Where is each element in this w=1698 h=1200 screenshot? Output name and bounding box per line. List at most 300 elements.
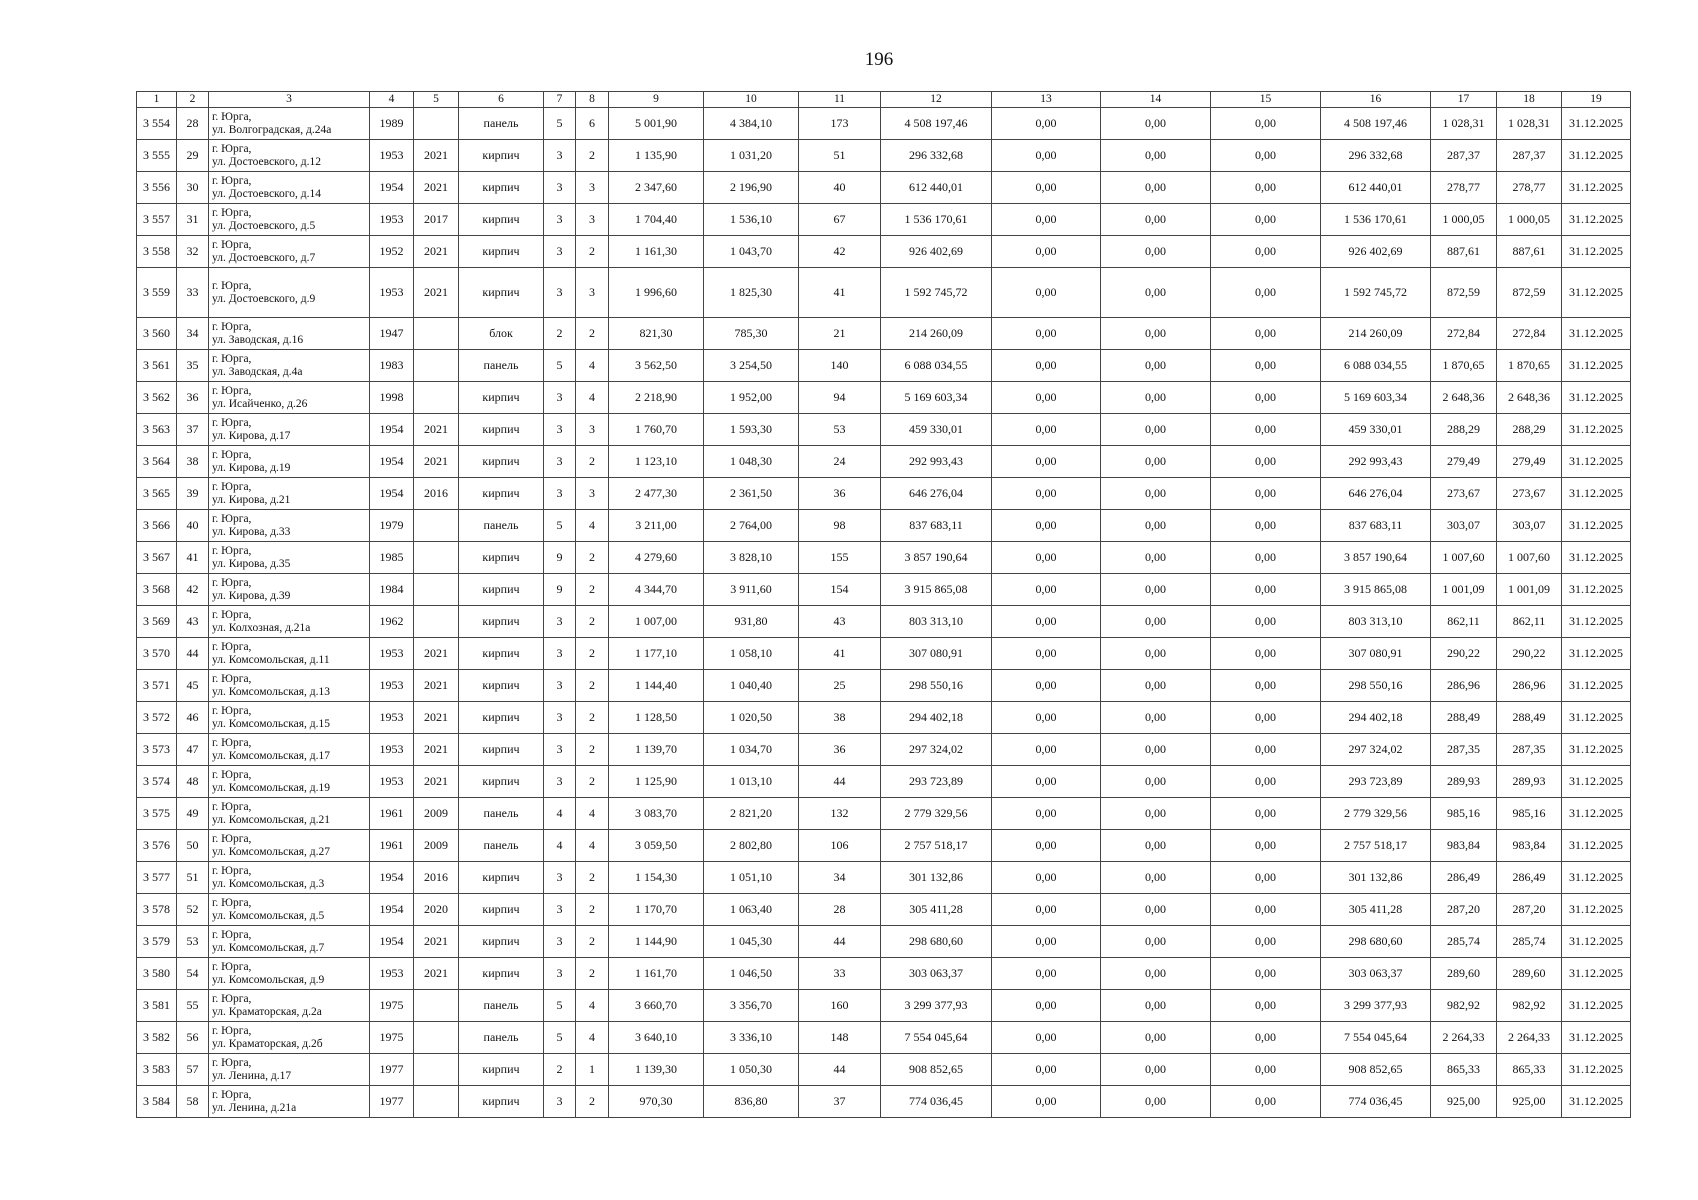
- cell-deadline-date: 31.12.2025: [1562, 606, 1631, 638]
- address-street: ул. Комсомольская, д.5: [212, 909, 325, 922]
- cell-residential-area: 2 196,90: [704, 172, 799, 204]
- cell-address: [209, 318, 370, 350]
- address-street: ул. Исайченко, д.26: [212, 397, 308, 410]
- cell-col-17: 985,16: [1431, 798, 1497, 830]
- cell-registry-number: 3 584: [137, 1086, 177, 1118]
- cell-col-16: 305 411,28: [1321, 894, 1431, 926]
- cell-entrances: 4: [576, 830, 609, 862]
- cell-total-cost: 2 779 329,56: [881, 798, 992, 830]
- address-street: ул. Кирова, д.39: [212, 589, 291, 602]
- cell-col-14: 0,00: [1101, 350, 1211, 382]
- cell-col-14: 0,00: [1101, 414, 1211, 446]
- cell-residential-area: 785,30: [704, 318, 799, 350]
- cell-repair-year: 2021: [414, 172, 459, 204]
- cell-registry-number: 3 573: [137, 734, 177, 766]
- cell-floors: 5: [544, 350, 576, 382]
- cell-wall-material: кирпич: [459, 862, 544, 894]
- cell-residents: 53: [799, 414, 881, 446]
- address-city: г. Юрга,: [212, 1088, 252, 1101]
- cell-residential-area: 1 050,30: [704, 1054, 799, 1086]
- cell-col-17: 288,29: [1431, 414, 1497, 446]
- cell-total-cost: 298 550,16: [881, 670, 992, 702]
- cell-entrances: 4: [576, 510, 609, 542]
- cell-residents: 106: [799, 830, 881, 862]
- cell-wall-material: кирпич: [459, 1086, 544, 1118]
- cell-address: [209, 990, 370, 1022]
- table-row: [137, 268, 1631, 318]
- cell-build-year: 1977: [370, 1054, 414, 1086]
- cell-col-13: 0,00: [992, 1022, 1101, 1054]
- cell-col-15: 0,00: [1211, 268, 1321, 318]
- cell-total-area: 1 760,70: [609, 414, 704, 446]
- cell-wall-material: кирпич: [459, 414, 544, 446]
- column-header-1: 1: [137, 92, 177, 108]
- cell-col-17: 1 000,05: [1431, 204, 1497, 236]
- table-row: [137, 862, 1631, 894]
- cell-repair-year: [414, 1054, 459, 1086]
- cell-residential-area: 1 063,40: [704, 894, 799, 926]
- cell-entrances: 2: [576, 862, 609, 894]
- cell-wall-material: панель: [459, 990, 544, 1022]
- cell-col-15: 0,00: [1211, 734, 1321, 766]
- cell-entrances: 1: [576, 1054, 609, 1086]
- column-header-15: 15: [1211, 92, 1321, 108]
- cell-col-14: 0,00: [1101, 862, 1211, 894]
- cell-build-year: 1961: [370, 798, 414, 830]
- cell-local-number: 35: [177, 350, 209, 382]
- cell-col-18: 278,77: [1497, 172, 1562, 204]
- cell-col-15: 0,00: [1211, 894, 1321, 926]
- cell-col-14: 0,00: [1101, 574, 1211, 606]
- cell-deadline-date: 31.12.2025: [1562, 958, 1631, 990]
- cell-address: [209, 702, 370, 734]
- cell-residential-area: 1 046,50: [704, 958, 799, 990]
- column-header-5: 5: [414, 92, 459, 108]
- cell-col-16: 307 080,91: [1321, 638, 1431, 670]
- cell-col-16: 612 440,01: [1321, 172, 1431, 204]
- cell-floors: 3: [544, 862, 576, 894]
- table-row: [137, 1054, 1631, 1086]
- cell-deadline-date: 31.12.2025: [1562, 830, 1631, 862]
- cell-wall-material: кирпич: [459, 702, 544, 734]
- column-header-2: 2: [177, 92, 209, 108]
- cell-total-area: 1 161,30: [609, 236, 704, 268]
- cell-address: [209, 1054, 370, 1086]
- cell-registry-number: 3 582: [137, 1022, 177, 1054]
- cell-col-15: 0,00: [1211, 606, 1321, 638]
- cell-col-16: 3 299 377,93: [1321, 990, 1431, 1022]
- table-row: [137, 606, 1631, 638]
- cell-col-16: 298 550,16: [1321, 670, 1431, 702]
- cell-deadline-date: 31.12.2025: [1562, 204, 1631, 236]
- housing-registry-table: [136, 91, 1631, 1118]
- cell-residential-area: 4 384,10: [704, 108, 799, 140]
- cell-deadline-date: 31.12.2025: [1562, 382, 1631, 414]
- cell-residents: 42: [799, 236, 881, 268]
- table-row: [137, 798, 1631, 830]
- cell-build-year: 1953: [370, 670, 414, 702]
- cell-deadline-date: 31.12.2025: [1562, 414, 1631, 446]
- cell-col-16: 646 276,04: [1321, 478, 1431, 510]
- cell-floors: 3: [544, 702, 576, 734]
- cell-residential-area: 1 031,20: [704, 140, 799, 172]
- address-city: г. Юрга,: [212, 896, 252, 909]
- address-street: ул. Комсомольская, д.13: [212, 685, 331, 698]
- cell-col-15: 0,00: [1211, 542, 1321, 574]
- cell-col-14: 0,00: [1101, 702, 1211, 734]
- cell-col-13: 0,00: [992, 1054, 1101, 1086]
- cell-repair-year: 2021: [414, 140, 459, 172]
- address-street: ул. Достоевского, д.12: [212, 155, 321, 168]
- address-city: г. Юрга,: [212, 174, 252, 187]
- cell-col-14: 0,00: [1101, 108, 1211, 140]
- cell-col-15: 0,00: [1211, 236, 1321, 268]
- cell-registry-number: 3 561: [137, 350, 177, 382]
- cell-repair-year: 2016: [414, 862, 459, 894]
- cell-residential-area: 1 034,70: [704, 734, 799, 766]
- cell-deadline-date: 31.12.2025: [1562, 268, 1631, 318]
- cell-col-14: 0,00: [1101, 1054, 1211, 1086]
- cell-registry-number: 3 578: [137, 894, 177, 926]
- cell-deadline-date: 31.12.2025: [1562, 478, 1631, 510]
- cell-address: [209, 606, 370, 638]
- cell-col-18: 983,84: [1497, 830, 1562, 862]
- cell-wall-material: кирпич: [459, 670, 544, 702]
- cell-col-13: 0,00: [992, 798, 1101, 830]
- cell-residents: 67: [799, 204, 881, 236]
- cell-build-year: 1975: [370, 1022, 414, 1054]
- cell-wall-material: панель: [459, 830, 544, 862]
- cell-col-16: 837 683,11: [1321, 510, 1431, 542]
- cell-col-17: 287,20: [1431, 894, 1497, 926]
- cell-total-cost: 1 536 170,61: [881, 204, 992, 236]
- cell-col-17: 289,93: [1431, 766, 1497, 798]
- cell-col-18: 288,49: [1497, 702, 1562, 734]
- cell-wall-material: кирпич: [459, 766, 544, 798]
- cell-address: [209, 734, 370, 766]
- cell-col-14: 0,00: [1101, 236, 1211, 268]
- cell-wall-material: панель: [459, 510, 544, 542]
- cell-wall-material: кирпич: [459, 958, 544, 990]
- cell-col-16: 1 592 745,72: [1321, 268, 1431, 318]
- address-city: г. Юрга,: [212, 928, 252, 941]
- cell-local-number: 41: [177, 542, 209, 574]
- cell-col-15: 0,00: [1211, 702, 1321, 734]
- cell-entrances: 2: [576, 638, 609, 670]
- cell-build-year: 1953: [370, 638, 414, 670]
- cell-deadline-date: 31.12.2025: [1562, 108, 1631, 140]
- address-street: ул. Кирова, д.21: [212, 493, 291, 506]
- cell-repair-year: 2021: [414, 766, 459, 798]
- cell-total-area: 1 135,90: [609, 140, 704, 172]
- table-row: [137, 574, 1631, 606]
- cell-entrances: 6: [576, 108, 609, 140]
- cell-col-14: 0,00: [1101, 542, 1211, 574]
- cell-floors: 5: [544, 510, 576, 542]
- cell-build-year: 1984: [370, 574, 414, 606]
- cell-floors: 3: [544, 670, 576, 702]
- cell-col-16: 2 757 518,17: [1321, 830, 1431, 862]
- cell-build-year: 1953: [370, 702, 414, 734]
- cell-col-18: 2 648,36: [1497, 382, 1562, 414]
- cell-local-number: 55: [177, 990, 209, 1022]
- cell-repair-year: [414, 318, 459, 350]
- cell-registry-number: 3 567: [137, 542, 177, 574]
- cell-total-area: 3 211,00: [609, 510, 704, 542]
- address-street: ул. Кирова, д.17: [212, 429, 291, 442]
- cell-residents: 38: [799, 702, 881, 734]
- cell-total-cost: 2 757 518,17: [881, 830, 992, 862]
- cell-entrances: 3: [576, 172, 609, 204]
- cell-col-13: 0,00: [992, 172, 1101, 204]
- address-city: г. Юрга,: [212, 768, 252, 781]
- cell-wall-material: кирпич: [459, 734, 544, 766]
- cell-col-17: 289,60: [1431, 958, 1497, 990]
- cell-col-16: 303 063,37: [1321, 958, 1431, 990]
- cell-entrances: 3: [576, 268, 609, 318]
- cell-repair-year: 2016: [414, 478, 459, 510]
- cell-deadline-date: 31.12.2025: [1562, 172, 1631, 204]
- address-street: ул. Комсомольская, д.21: [212, 813, 331, 826]
- address-street: ул. Достоевского, д.9: [212, 292, 316, 305]
- column-number-header-row: [137, 92, 1631, 108]
- cell-total-cost: 298 680,60: [881, 926, 992, 958]
- cell-col-18: 1 870,65: [1497, 350, 1562, 382]
- cell-floors: 9: [544, 542, 576, 574]
- cell-total-area: 2 477,30: [609, 478, 704, 510]
- cell-total-cost: 908 852,65: [881, 1054, 992, 1086]
- cell-address: [209, 510, 370, 542]
- cell-build-year: 1979: [370, 510, 414, 542]
- cell-floors: 3: [544, 382, 576, 414]
- cell-floors: 5: [544, 1022, 576, 1054]
- cell-registry-number: 3 555: [137, 140, 177, 172]
- cell-residential-area: 3 336,10: [704, 1022, 799, 1054]
- cell-build-year: 1961: [370, 830, 414, 862]
- address-city: г. Юрга,: [212, 576, 252, 589]
- cell-total-cost: 293 723,89: [881, 766, 992, 798]
- cell-col-15: 0,00: [1211, 958, 1321, 990]
- table-row: [137, 542, 1631, 574]
- address-street: ул. Комсомольская, д.19: [212, 781, 331, 794]
- cell-floors: 3: [544, 894, 576, 926]
- cell-local-number: 48: [177, 766, 209, 798]
- cell-repair-year: [414, 606, 459, 638]
- cell-wall-material: кирпич: [459, 382, 544, 414]
- cell-residential-area: 1 952,00: [704, 382, 799, 414]
- cell-col-15: 0,00: [1211, 446, 1321, 478]
- cell-col-15: 0,00: [1211, 798, 1321, 830]
- cell-build-year: 1954: [370, 446, 414, 478]
- cell-col-15: 0,00: [1211, 830, 1321, 862]
- cell-wall-material: кирпич: [459, 140, 544, 172]
- cell-build-year: 1954: [370, 862, 414, 894]
- cell-repair-year: 2021: [414, 670, 459, 702]
- cell-total-cost: 3 915 865,08: [881, 574, 992, 606]
- cell-residential-area: 1 536,10: [704, 204, 799, 236]
- address-city: г. Юрга,: [212, 960, 252, 973]
- cell-address: [209, 830, 370, 862]
- cell-address: [209, 446, 370, 478]
- cell-registry-number: 3 569: [137, 606, 177, 638]
- cell-col-18: 279,49: [1497, 446, 1562, 478]
- cell-col-18: 287,35: [1497, 734, 1562, 766]
- cell-col-14: 0,00: [1101, 638, 1211, 670]
- cell-col-16: 6 088 034,55: [1321, 350, 1431, 382]
- cell-col-16: 214 260,09: [1321, 318, 1431, 350]
- cell-local-number: 37: [177, 414, 209, 446]
- cell-col-17: 983,84: [1431, 830, 1497, 862]
- cell-col-13: 0,00: [992, 510, 1101, 542]
- cell-wall-material: кирпич: [459, 204, 544, 236]
- cell-col-14: 0,00: [1101, 926, 1211, 958]
- cell-floors: 3: [544, 446, 576, 478]
- cell-total-area: 1 123,10: [609, 446, 704, 478]
- cell-address: [209, 798, 370, 830]
- cell-entrances: 2: [576, 236, 609, 268]
- cell-col-15: 0,00: [1211, 478, 1321, 510]
- cell-wall-material: панель: [459, 798, 544, 830]
- address-city: г. Юрга,: [212, 608, 252, 621]
- cell-residential-area: 1 040,40: [704, 670, 799, 702]
- cell-col-17: 286,49: [1431, 862, 1497, 894]
- column-header-12: 12: [881, 92, 992, 108]
- cell-registry-number: 3 560: [137, 318, 177, 350]
- cell-local-number: 28: [177, 108, 209, 140]
- cell-col-13: 0,00: [992, 236, 1101, 268]
- cell-col-13: 0,00: [992, 766, 1101, 798]
- cell-col-18: 862,11: [1497, 606, 1562, 638]
- cell-build-year: 1954: [370, 926, 414, 958]
- cell-address: [209, 894, 370, 926]
- cell-deadline-date: 31.12.2025: [1562, 350, 1631, 382]
- cell-col-18: 286,49: [1497, 862, 1562, 894]
- cell-residential-area: 3 254,50: [704, 350, 799, 382]
- cell-deadline-date: 31.12.2025: [1562, 766, 1631, 798]
- cell-col-18: 289,93: [1497, 766, 1562, 798]
- cell-local-number: 46: [177, 702, 209, 734]
- address-city: г. Юрга,: [212, 864, 252, 877]
- cell-wall-material: кирпич: [459, 638, 544, 670]
- cell-repair-year: 2021: [414, 926, 459, 958]
- cell-col-17: 865,33: [1431, 1054, 1497, 1086]
- address-street: ул. Краматорская, д.2а: [212, 1005, 322, 1018]
- cell-col-16: 5 169 603,34: [1321, 382, 1431, 414]
- column-header-18: 18: [1497, 92, 1562, 108]
- cell-registry-number: 3 556: [137, 172, 177, 204]
- cell-floors: 4: [544, 830, 576, 862]
- cell-registry-number: 3 563: [137, 414, 177, 446]
- cell-local-number: 47: [177, 734, 209, 766]
- address-street: ул. Комсомольская, д.27: [212, 845, 331, 858]
- address-street: ул. Волгоградская, д.24а: [212, 123, 332, 136]
- cell-col-18: 285,74: [1497, 926, 1562, 958]
- address-city: г. Юрга,: [212, 384, 252, 397]
- cell-wall-material: панель: [459, 1022, 544, 1054]
- cell-deadline-date: 31.12.2025: [1562, 318, 1631, 350]
- address-city: г. Юрга,: [212, 110, 252, 123]
- cell-address: [209, 236, 370, 268]
- cell-entrances: 2: [576, 1086, 609, 1118]
- cell-total-area: 3 660,70: [609, 990, 704, 1022]
- cell-repair-year: [414, 510, 459, 542]
- cell-col-17: 278,77: [1431, 172, 1497, 204]
- cell-repair-year: 2021: [414, 268, 459, 318]
- cell-registry-number: 3 554: [137, 108, 177, 140]
- cell-col-16: 293 723,89: [1321, 766, 1431, 798]
- cell-col-17: 925,00: [1431, 1086, 1497, 1118]
- cell-residential-area: 3 828,10: [704, 542, 799, 574]
- cell-address: [209, 958, 370, 990]
- cell-col-16: 298 680,60: [1321, 926, 1431, 958]
- cell-total-cost: 7 554 045,64: [881, 1022, 992, 1054]
- cell-residents: 140: [799, 350, 881, 382]
- cell-address: [209, 862, 370, 894]
- cell-build-year: 1954: [370, 172, 414, 204]
- cell-repair-year: 2009: [414, 798, 459, 830]
- cell-deadline-date: 31.12.2025: [1562, 1054, 1631, 1086]
- cell-build-year: 1953: [370, 734, 414, 766]
- cell-total-area: 1 139,30: [609, 1054, 704, 1086]
- cell-floors: 4: [544, 798, 576, 830]
- cell-repair-year: 2021: [414, 446, 459, 478]
- cell-total-area: 1 144,90: [609, 926, 704, 958]
- cell-entrances: 4: [576, 350, 609, 382]
- cell-wall-material: кирпич: [459, 478, 544, 510]
- table-row: [137, 446, 1631, 478]
- cell-col-16: 4 508 197,46: [1321, 108, 1431, 140]
- table-row: [137, 172, 1631, 204]
- cell-col-14: 0,00: [1101, 894, 1211, 926]
- cell-address: [209, 542, 370, 574]
- table-row: [137, 108, 1631, 140]
- cell-total-cost: 774 036,45: [881, 1086, 992, 1118]
- cell-col-13: 0,00: [992, 574, 1101, 606]
- address-street: ул. Колхозная, д.21а: [212, 621, 311, 634]
- cell-address: [209, 382, 370, 414]
- address-street: ул. Комсомольская, д.11: [212, 653, 330, 666]
- cell-floors: 3: [544, 478, 576, 510]
- cell-total-area: 3 562,50: [609, 350, 704, 382]
- cell-entrances: 2: [576, 574, 609, 606]
- cell-col-13: 0,00: [992, 318, 1101, 350]
- cell-col-14: 0,00: [1101, 798, 1211, 830]
- cell-col-18: 865,33: [1497, 1054, 1562, 1086]
- cell-total-area: 3 640,10: [609, 1022, 704, 1054]
- cell-total-area: 1 170,70: [609, 894, 704, 926]
- cell-entrances: 2: [576, 670, 609, 702]
- table-row: [137, 350, 1631, 382]
- column-header-8: 8: [576, 92, 609, 108]
- cell-local-number: 56: [177, 1022, 209, 1054]
- cell-col-16: 294 402,18: [1321, 702, 1431, 734]
- cell-col-14: 0,00: [1101, 510, 1211, 542]
- cell-floors: 3: [544, 766, 576, 798]
- cell-total-cost: 214 260,09: [881, 318, 992, 350]
- cell-local-number: 44: [177, 638, 209, 670]
- cell-registry-number: 3 575: [137, 798, 177, 830]
- address-street: ул. Ленина, д.17: [212, 1069, 292, 1082]
- cell-residents: 155: [799, 542, 881, 574]
- cell-entrances: 2: [576, 318, 609, 350]
- cell-total-area: 2 347,60: [609, 172, 704, 204]
- cell-floors: 3: [544, 606, 576, 638]
- cell-col-15: 0,00: [1211, 350, 1321, 382]
- cell-entrances: 4: [576, 990, 609, 1022]
- cell-floors: 3: [544, 236, 576, 268]
- address-street: ул. Комсомольская, д.9: [212, 973, 325, 986]
- cell-residential-area: 1 051,10: [704, 862, 799, 894]
